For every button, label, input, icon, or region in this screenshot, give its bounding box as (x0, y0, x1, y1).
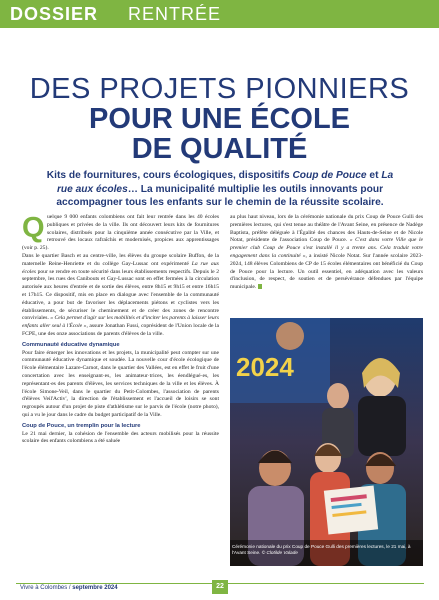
page-number: 22 (212, 580, 228, 594)
section-topic: RENTRÉE (128, 4, 222, 24)
ceremony-photo (230, 318, 423, 566)
photo-illustration (230, 318, 423, 566)
paragraph-2-italic: La rue aux écoles (22, 260, 219, 275)
headline-line-2: POUR UNE ÉCOLE (88, 103, 351, 135)
end-of-article-mark (258, 284, 262, 289)
paragraph-2-text-a: Dans le quartier Basch et au centre-ville, les élèves du groupe scolaire Buffon, de la maternelle Reine-Henriette et du collège Gay-Lussac ont expérimenté (22, 252, 219, 267)
article-column-1 (22, 214, 219, 446)
lead-text-3: … La municipalité multiplie les outils innovants pour accompagner tous les enfants sur le chemin de la réussite scolaire. (56, 183, 384, 209)
photo-caption (228, 544, 423, 556)
subheading-1: Communauté éducative dynamique (22, 341, 120, 348)
lead-italic-1: Coup de Pouce (292, 170, 367, 181)
drop-cap: Q (22, 212, 45, 244)
headline-line-3: DE QUALITÉ (131, 133, 308, 165)
caption-text: Cérémonie nationale du prix Coup de Pouce Gulli des premières lectures, le 21 mai, à l'Avant Seine. (232, 544, 411, 556)
article-column-2 (230, 214, 423, 292)
lead-text-2: et (366, 170, 382, 181)
headline-line-1: DES PROJETS PIONNIERS (29, 73, 410, 105)
paragraph-1-text: uelque 9 000 enfants colombiens ont fait leur rentrée dans les 40 écoles publiques et privées de la ville. Ils ont découvert leurs kits de fournitures scolaires, distribués pour la cinquième année consécutive par la Ville, et retrouvé des locaux rafraîchis et modernisés, propices aux apprentissages (voir p. 25). (22, 214, 219, 252)
paragraph-2 (22, 253, 219, 339)
paragraph-2-quote: « Cela permet d'agir sur les mobilités et d'inciter les parents à laisser leurs enfants aller seul à l'École » (22, 315, 219, 330)
photo-credit: © Clotilde Valade (261, 550, 298, 556)
lead-italic-2: La rue aux écoles (56, 170, 394, 195)
paragraph-1 (22, 214, 219, 253)
subheading-2: Coup de Pouce, un tremplin pour la lecture (22, 422, 141, 429)
photo-year-text: 2024 (236, 352, 294, 382)
paragraph-5-quote: « C'est dans votre Ville que le premier club Coup de Pouce s'est installé il y a trente ans. Cela traduit votre engagement dans la continuité » (230, 237, 423, 259)
section-banner (0, 0, 439, 28)
footer-issue: septembre 2024 (72, 585, 118, 591)
paragraph-5 (230, 214, 423, 292)
footer-magazine: Vivre à Colombes / (20, 585, 73, 591)
paragraph-3: Pour faire émerger les innovations et les projets, la municipalité peut compter sur une communauté éducative dynamique et soudée. La nouvelle cour d'école écologique de l'école élémentaire Lazare-Carnot, dans le quartier des Vallées, est en effet le fruit d'une concertation avec les enseignant·es, les animateur·trices, les éendlégué·es, les représentant·es des parents d'élèves, les services techniques de la ville et les élèves. À l'école Simone-Veil, dans le quartier du Petit-Colombes, l'association de parents d'élèves Veil'Activ', la direction de l'établissement et l'accueil de loisirs se sont regroupés autour d'un projet de piste d'athlétisme sur le parvis de l'école (notre photo), qui a vu le jour dans le cadre du budget participatif de la Ville. (22, 349, 219, 418)
paragraph-5-text-b: , a insisté Nicole Notat. Sur l'année scolaire 2023-2024, 148 élèves Colombiens de CP de 15 écoles élémentaires ont bénéficié du Coup de Pouce pour la lecture. Un outil essentiel, en adéquation avec les valeurs d'inclusion, de respect, de soutien et de persévérance défendues par l'équipe municipale. (230, 252, 423, 291)
footer-publication (20, 585, 118, 591)
paragraph-5-text-a: au plus haut niveau, lors de la cérémonie nationale du prix Coup de Pouce Gulli des premières lectures, qui s'est tenue au théâtre de l'Avant Seine, en présence de Nadège Baptista, préfète déléguée à l'Égalité des chances des Hauts-de-Seine et de Nicole Notat, présidente de l'association Coup de Pouce. (230, 214, 423, 244)
paragraph-2-text-b: pour se rendre en toute sécurité dans leurs établissements respectifs. Depuis le 2 septembre, les rues des Canibouts et Gay-Lussac sont en effet fermées à la circulation autorisée aux heures d'entrée et de sortie des élèves, entre 8h15 et 9h15 et entre 16h15 et 17h15. Ce dispositif, mis en place en dialogue avec l'ensemble de la communauté éducative, a pour but de favoriser les déplacements piétons et cyclistes vers les établissements, de sécuriser le cheminement et de créer des zones de rencontre conviviales. (22, 268, 219, 322)
article-lead (40, 169, 400, 210)
paragraph-2-text-c: , assure Jonathan Fussi, coprésident de l'Union locale de la FCPE, une des onze associations de parents d'élèves de la ville. (22, 323, 219, 337)
paragraph-4: Le 21 mai dernier, la cohésion de l'ensemble des acteurs mobilisés pour la réussite scolaire des enfants colombiens a été saluée (22, 430, 219, 445)
section-label: DOSSIER (10, 4, 99, 24)
lead-text-1: Kits de fournitures, cours écologiques, dispositifs (46, 170, 293, 181)
